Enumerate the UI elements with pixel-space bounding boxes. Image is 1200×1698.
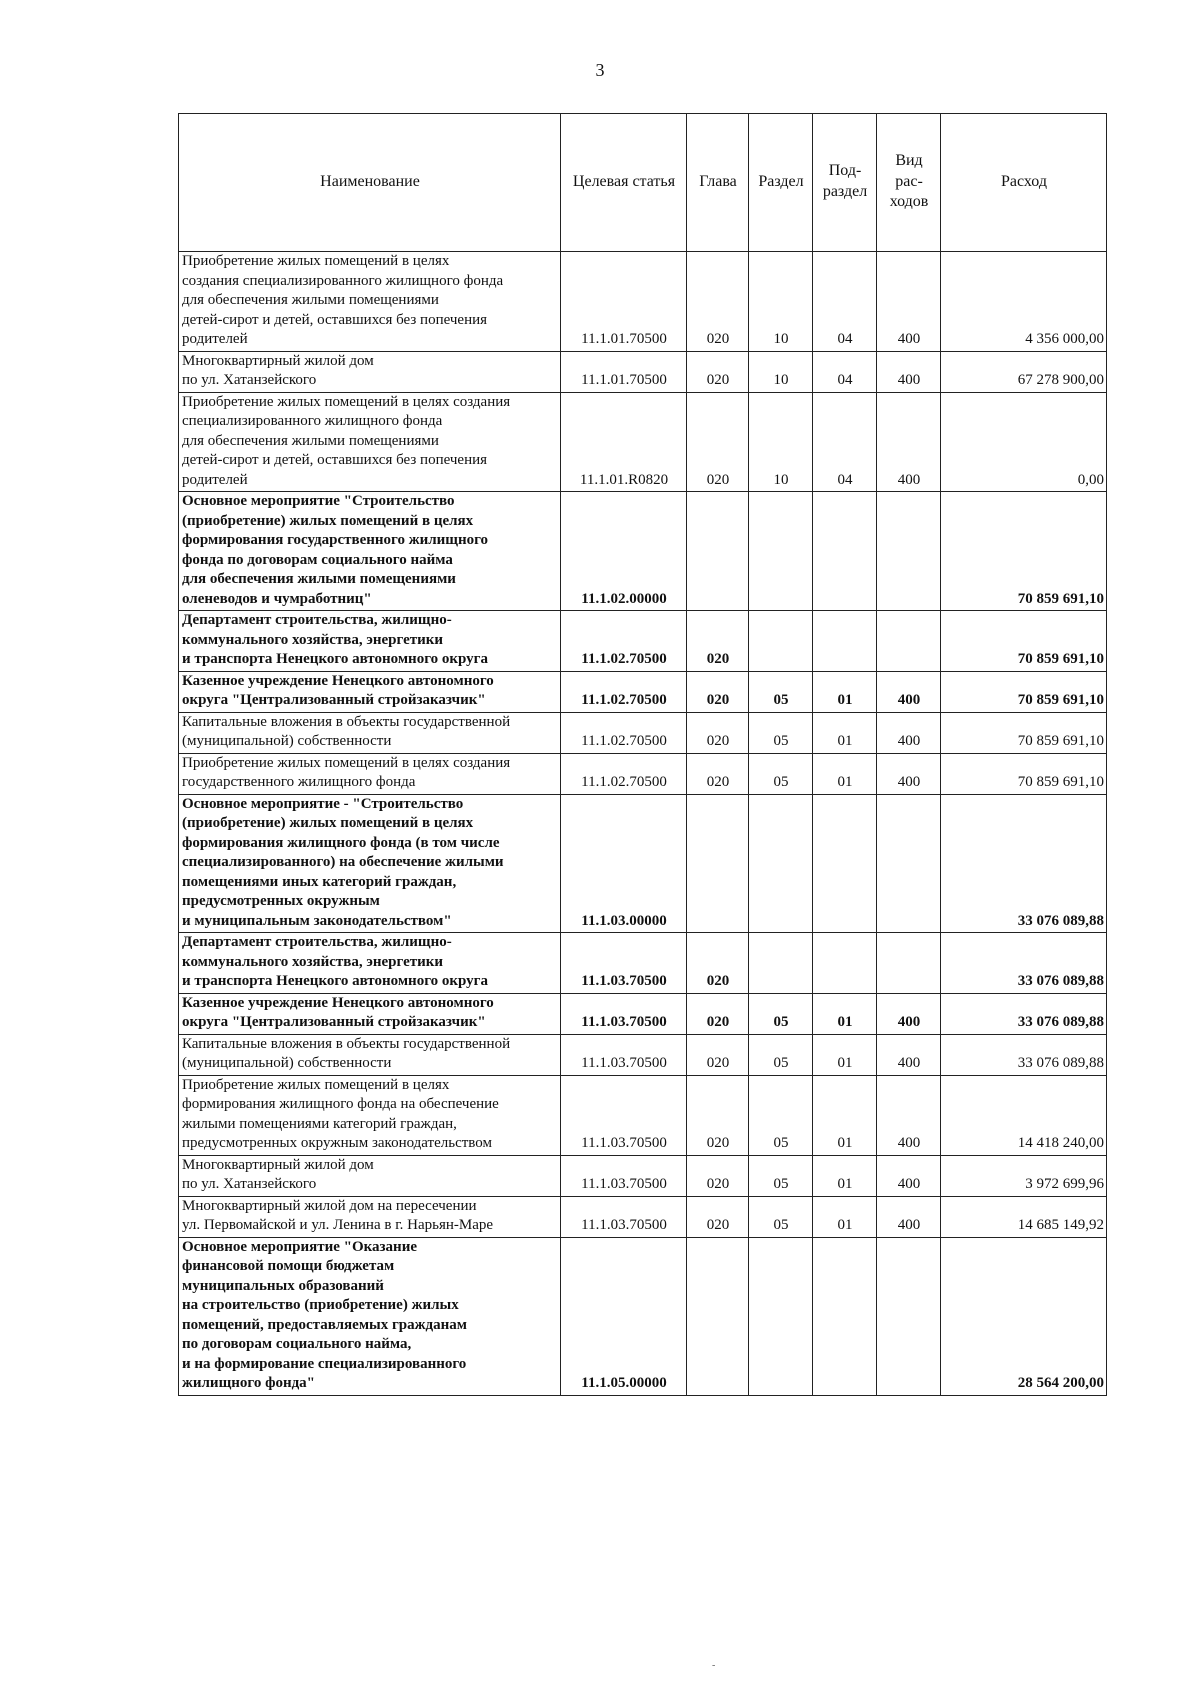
table-row [179, 671, 1107, 712]
cell-section [749, 611, 813, 672]
cell-target: 11.1.02.70500 [561, 712, 687, 753]
cell-chapter: 020 [687, 252, 749, 352]
table-row [179, 1155, 1107, 1196]
cell-subsection: 01 [813, 712, 877, 753]
cell-amount: 70 859 691,10 [941, 753, 1107, 794]
header-kind: Вид рас- ходов [877, 114, 941, 252]
cell-kind: 400 [877, 671, 941, 712]
cell-name: Приобретение жилых помещений в целях формирования жилищного фонда на обеспечение жилыми помещениями категорий граждан, предусмотренных окружным законодательством [179, 1075, 561, 1155]
cell-subsection: 01 [813, 993, 877, 1034]
cell-chapter: 020 [687, 611, 749, 672]
cell-kind [877, 611, 941, 672]
cell-section [749, 492, 813, 611]
cell-kind: 400 [877, 252, 941, 352]
cell-name: Приобретение жилых помещений в целях создания специализированного жилищного фонда для обеспечения жилыми помещениями детей-сирот и детей, оставшихся без попечения родителей [179, 252, 561, 352]
table-row [179, 1034, 1107, 1075]
table-row [179, 351, 1107, 392]
cell-amount: 33 076 089,88 [941, 794, 1107, 933]
cell-name: Приобретение жилых помещений в целях создания специализированного жилищного фонда для обеспечения жилыми помещениями детей-сирот и детей, оставшихся без попечения родителей [179, 392, 561, 492]
cell-chapter: 020 [687, 933, 749, 994]
cell-amount: 33 076 089,88 [941, 933, 1107, 994]
cell-amount: 3 972 699,96 [941, 1155, 1107, 1196]
cell-kind [877, 1237, 941, 1395]
cell-target: 11.1.02.70500 [561, 611, 687, 672]
cell-section: 05 [749, 753, 813, 794]
cell-target: 11.1.03.70500 [561, 1075, 687, 1155]
cell-subsection [813, 611, 877, 672]
cell-target: 11.1.02.70500 [561, 671, 687, 712]
cell-kind [877, 492, 941, 611]
cell-section: 10 [749, 392, 813, 492]
cell-name: Основное мероприятие "Оказание финансовой помощи бюджетам муниципальных образований на строительство (приобретение) жилых помещений, предоставляемых гражданам по договорам социального найма, и на формирование специализированного жилищного фонда" [179, 1237, 561, 1395]
cell-chapter: 020 [687, 712, 749, 753]
cell-subsection: 01 [813, 753, 877, 794]
table-row [179, 712, 1107, 753]
cell-section: 10 [749, 252, 813, 352]
cell-subsection [813, 1237, 877, 1395]
cell-amount: 0,00 [941, 392, 1107, 492]
cell-name: Многоквартирный жилой дом по ул. Хатанзейского [179, 1155, 561, 1196]
header-section: Раздел [749, 114, 813, 252]
cell-chapter: 020 [687, 1155, 749, 1196]
cell-chapter [687, 492, 749, 611]
cell-kind: 400 [877, 351, 941, 392]
cell-chapter: 020 [687, 1075, 749, 1155]
cell-kind [877, 933, 941, 994]
cell-subsection: 01 [813, 671, 877, 712]
header-name: Наименование [179, 114, 561, 252]
table-row [179, 933, 1107, 994]
cell-amount: 70 859 691,10 [941, 492, 1107, 611]
cell-amount: 14 418 240,00 [941, 1075, 1107, 1155]
cell-amount: 70 859 691,10 [941, 611, 1107, 672]
cell-kind: 400 [877, 712, 941, 753]
cell-target: 11.1.02.00000 [561, 492, 687, 611]
scan-mark: - [712, 1660, 716, 1671]
cell-name: Основное мероприятие "Строительство (приобретение) жилых помещений в целях формирования государственного жилищного фонда по договорам социального найма для обеспечения жилыми помещениями оленеводов и чумработниц" [179, 492, 561, 611]
cell-section: 05 [749, 712, 813, 753]
cell-section [749, 933, 813, 994]
cell-target: 11.1.02.70500 [561, 753, 687, 794]
cell-section [749, 1237, 813, 1395]
cell-chapter: 020 [687, 1034, 749, 1075]
table-row [179, 1196, 1107, 1237]
cell-name: Департамент строительства, жилищно- коммунального хозяйства, энергетики и транспорта Ненецкого автономного округа [179, 933, 561, 994]
cell-kind: 400 [877, 1075, 941, 1155]
cell-amount: 4 356 000,00 [941, 252, 1107, 352]
cell-name: Казенное учреждение Ненецкого автономного округа "Централизованный стройзаказчик" [179, 993, 561, 1034]
cell-amount: 67 278 900,00 [941, 351, 1107, 392]
cell-section: 05 [749, 1196, 813, 1237]
cell-target: 11.1.03.70500 [561, 993, 687, 1034]
cell-target: 11.1.03.70500 [561, 933, 687, 994]
table-row [179, 794, 1107, 933]
cell-section: 05 [749, 993, 813, 1034]
cell-name: Многоквартирный жилой дом на пересечении ул. Первомайской и ул. Ленина в г. Нарьян-Маре [179, 1196, 561, 1237]
cell-name: Казенное учреждение Ненецкого автономного округа "Централизованный стройзаказчик" [179, 671, 561, 712]
cell-target: 11.1.01.R0820 [561, 392, 687, 492]
cell-amount: 33 076 089,88 [941, 1034, 1107, 1075]
cell-section: 05 [749, 1155, 813, 1196]
table-row [179, 492, 1107, 611]
page-number: 3 [595, 60, 605, 80]
header-amount: Расход [941, 114, 1107, 252]
cell-target: 11.1.01.70500 [561, 351, 687, 392]
cell-subsection: 04 [813, 252, 877, 352]
cell-amount: 14 685 149,92 [941, 1196, 1107, 1237]
cell-section: 05 [749, 671, 813, 712]
cell-subsection: 01 [813, 1075, 877, 1155]
header-target: Целевая статья [561, 114, 687, 252]
table-row [179, 993, 1107, 1034]
cell-chapter: 020 [687, 351, 749, 392]
cell-chapter: 020 [687, 671, 749, 712]
header-chapter: Глава [687, 114, 749, 252]
cell-chapter: 020 [687, 1196, 749, 1237]
cell-subsection: 01 [813, 1034, 877, 1075]
cell-amount: 33 076 089,88 [941, 993, 1107, 1034]
cell-name: Приобретение жилых помещений в целях создания государственного жилищного фонда [179, 753, 561, 794]
cell-target: 11.1.01.70500 [561, 252, 687, 352]
cell-subsection: 01 [813, 1196, 877, 1237]
cell-target: 11.1.03.70500 [561, 1155, 687, 1196]
cell-subsection [813, 492, 877, 611]
cell-section: 05 [749, 1075, 813, 1155]
cell-chapter [687, 1237, 749, 1395]
cell-amount: 28 564 200,00 [941, 1237, 1107, 1395]
cell-kind: 400 [877, 1196, 941, 1237]
cell-subsection: 01 [813, 1155, 877, 1196]
cell-chapter [687, 794, 749, 933]
table-row [179, 753, 1107, 794]
cell-kind: 400 [877, 392, 941, 492]
cell-subsection: 04 [813, 351, 877, 392]
table-body [179, 252, 1107, 1396]
table-header-row [179, 114, 1107, 252]
cell-kind: 400 [877, 1034, 941, 1075]
cell-kind: 400 [877, 753, 941, 794]
table-row [179, 1237, 1107, 1395]
cell-name: Капитальные вложения в объекты государственной (муниципальной) собственности [179, 712, 561, 753]
table-row [179, 611, 1107, 672]
cell-chapter: 020 [687, 993, 749, 1034]
cell-chapter: 020 [687, 753, 749, 794]
cell-target: 11.1.05.00000 [561, 1237, 687, 1395]
cell-section [749, 794, 813, 933]
cell-chapter: 020 [687, 392, 749, 492]
cell-target: 11.1.03.00000 [561, 794, 687, 933]
cell-amount: 70 859 691,10 [941, 671, 1107, 712]
cell-section: 10 [749, 351, 813, 392]
cell-kind: 400 [877, 993, 941, 1034]
cell-name: Капитальные вложения в объекты государственной (муниципальной) собственности [179, 1034, 561, 1075]
cell-name: Многоквартирный жилой дом по ул. Хатанзейского [179, 351, 561, 392]
cell-kind: 400 [877, 1155, 941, 1196]
table-row [179, 1075, 1107, 1155]
cell-target: 11.1.03.70500 [561, 1034, 687, 1075]
table-row [179, 252, 1107, 352]
table-row [179, 392, 1107, 492]
cell-subsection [813, 933, 877, 994]
cell-kind [877, 794, 941, 933]
cell-name: Департамент строительства, жилищно- коммунального хозяйства, энергетики и транспорта Ненецкого автономного округа [179, 611, 561, 672]
cell-target: 11.1.03.70500 [561, 1196, 687, 1237]
cell-amount: 70 859 691,10 [941, 712, 1107, 753]
cell-subsection: 04 [813, 392, 877, 492]
header-subsection: Под- раздел [813, 114, 877, 252]
cell-subsection [813, 794, 877, 933]
cell-name: Основное мероприятие - "Строительство (приобретение) жилых помещений в целях формирования жилищного фонда (в том числе специализированного) на обеспечение жилыми помещениями иных категорий граждан, предусмотренных окружным и муниципальным законодательством" [179, 794, 561, 933]
budget-table [178, 113, 1107, 1396]
cell-section: 05 [749, 1034, 813, 1075]
